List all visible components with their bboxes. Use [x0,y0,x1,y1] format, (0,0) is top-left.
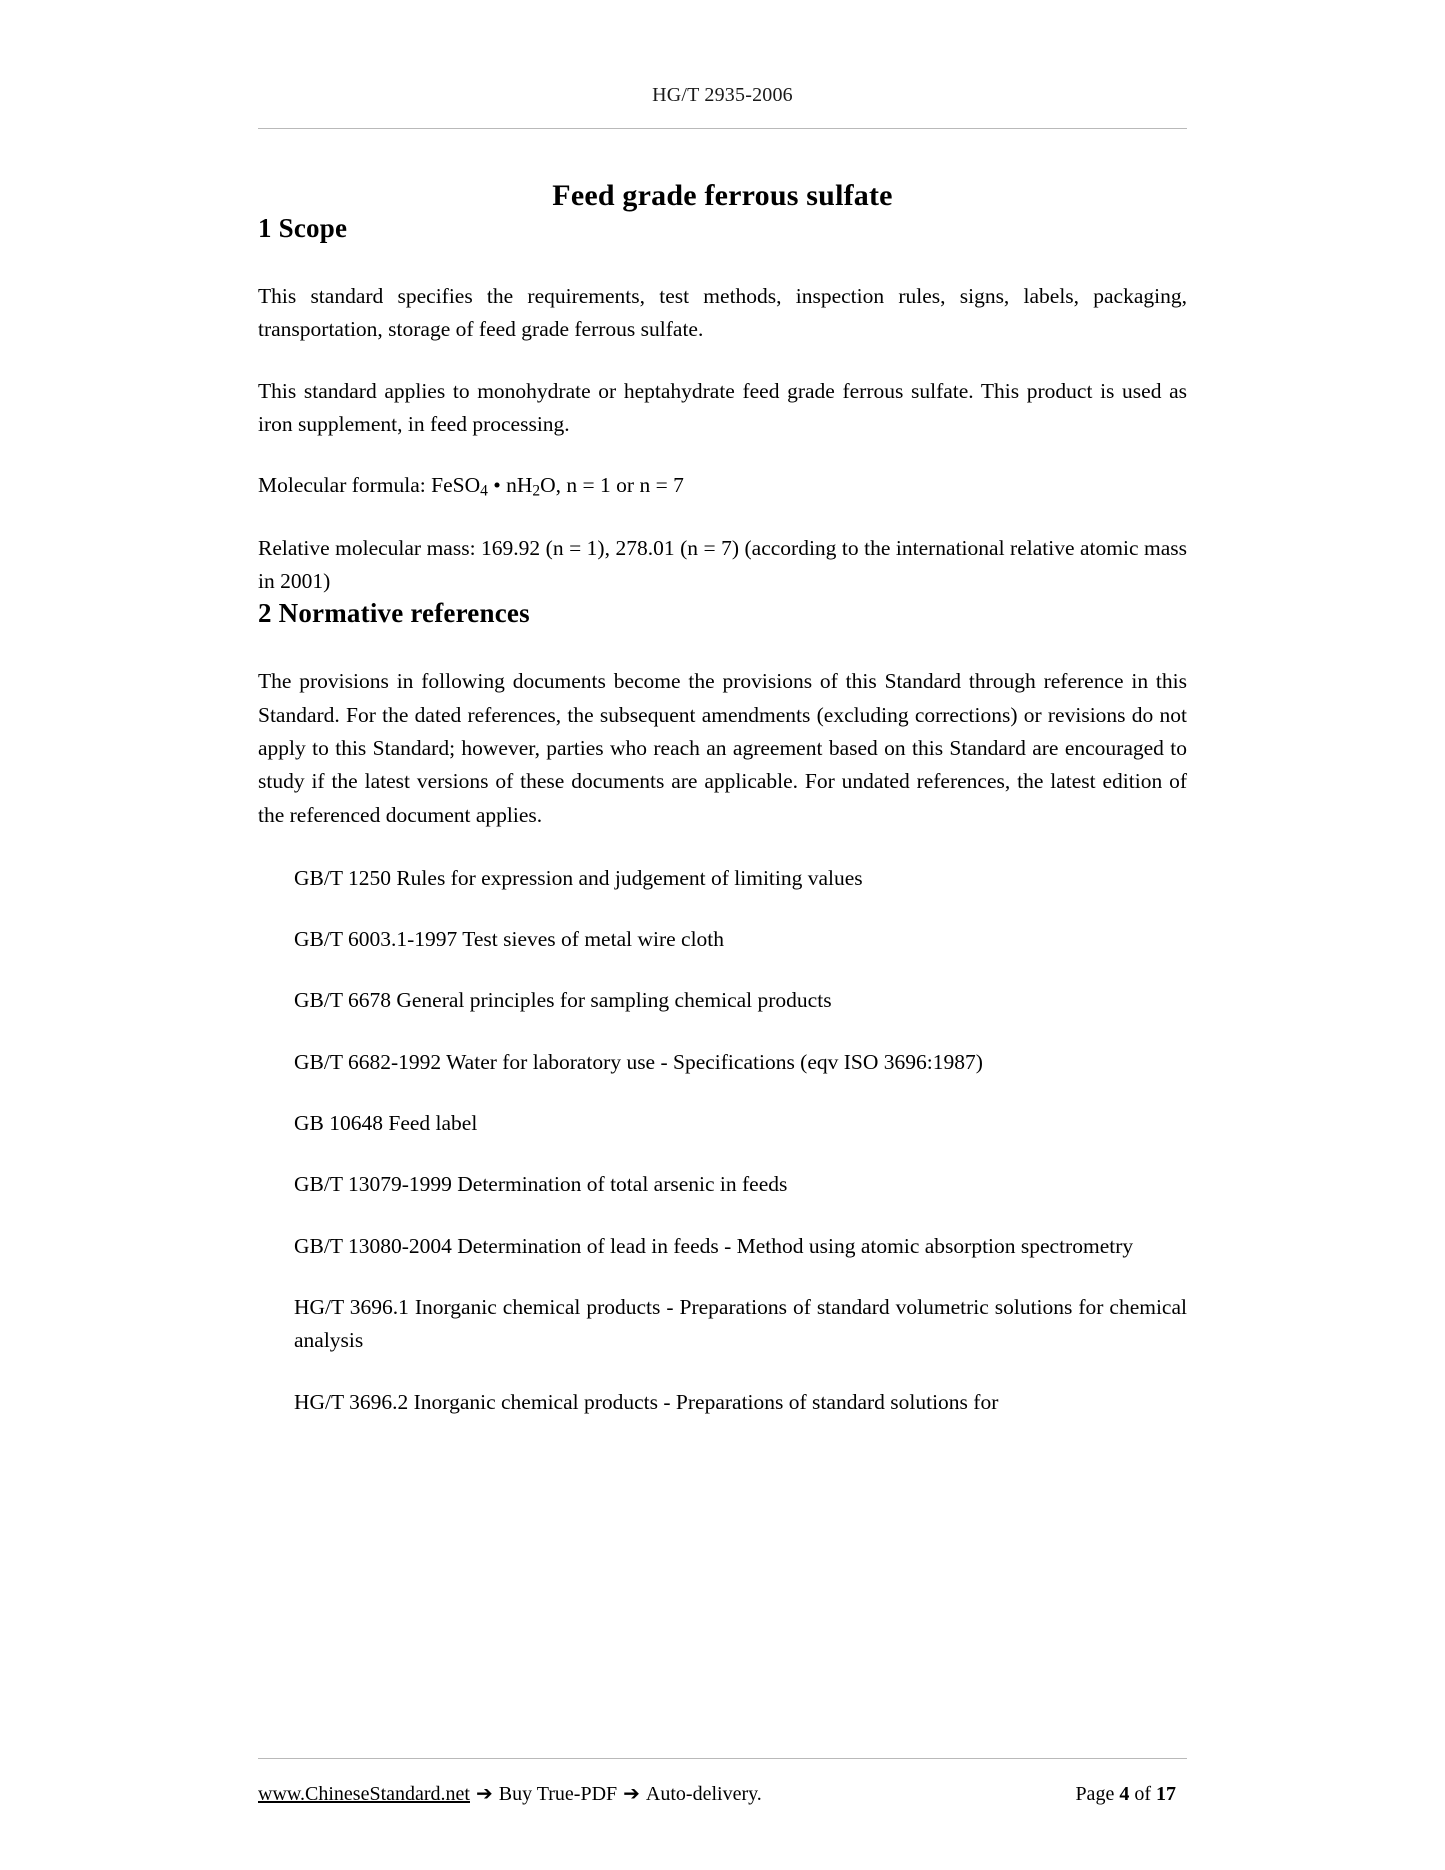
page-number-indicator [1075,1783,1187,1806]
reference-list [258,862,1187,1419]
footer-delivery-text: Auto-delivery. [645,1783,762,1805]
page-content [258,0,1187,1870]
of-label: of [1134,1783,1151,1805]
page-footer [258,1758,1187,1806]
list-item: GB/T 13080-2004 Determination of lead in feeds - Method using atomic absorption spectrometry [294,1233,1134,1258]
standard-code: HG/T 2935-2006 [652,84,793,106]
current-page-number: 4 [1119,1783,1130,1805]
list-item: GB/T 6678 General principles for sampling chemical products [294,988,832,1013]
total-page-number: 17 [1156,1783,1176,1805]
list-item: GB/T 1250 Rules for expression and judgement of limiting values [294,865,863,890]
scope-paragraph-1: This standard specifies the requirements, test methods, inspection rules, signs, labels, packaging, transportation, storage of feed grade ferrous sulfate. [258,284,1187,342]
list-item: HG/T 3696.2 Inorganic chemical products - Preparations of standard solutions for [294,1389,999,1414]
footer-divider [258,1758,1187,1759]
page-label: Page [1075,1783,1115,1805]
section-heading-scope: 1 Scope [258,213,348,243]
normative-references-intro: The provisions in following documents become the provisions of this Standard through reference in this Standard. For the dated references, the subsequent amendments (excluding corrections) or revisions do not apply to this Standard; however, parties who reach an agreement based on this Standard are encouraged to study if the latest versions of these documents are applicable. For undated references, the latest edition of the referenced document applies. [258,669,1187,827]
page-header [258,0,1187,129]
scope-paragraph-2: This standard applies to monohydrate or heptahydrate feed grade ferrous sulfate. This product is used as iron supplement, in feed processing. [258,378,1187,436]
arrow-icon: ➔ [476,1783,493,1805]
list-item: GB 10648 Feed label [294,1111,478,1136]
footer-site-link[interactable]: www.ChineseStandard.net [258,1783,470,1805]
scope-relative-molecular-mass: Relative molecular mass: 169.92 (n = 1), 278.01 (n = 7) (according to the international relative atomic mass in 2001) [258,535,1187,593]
header-divider [258,128,1187,129]
section-heading-normative-references: 2 Normative references [258,598,530,629]
arrow-icon: ➔ [623,1783,640,1805]
list-item: GB/T 6682-1992 Water for laboratory use - Specifications (eqv ISO 3696:1987) [294,1049,983,1074]
scope-molecular-formula: Molecular formula: FeSO$_4$ • $nH_2O$, n = 1 or n = 7 [258,473,684,500]
list-item: GB/T 6003.1-1997 Test sieves of metal wire cloth [294,927,725,952]
footer-buy-text: Buy True-PDF [498,1783,618,1805]
page-title: Feed grade ferrous sulfate [552,179,893,212]
footer-promo [258,1781,1075,1806]
list-item: HG/T 3696.1 Inorganic chemical products - Preparations of standard volumetric solutions for chemical analysis [294,1295,1187,1353]
list-item: GB/T 13079-1999 Determination of total arsenic in feeds [294,1172,788,1197]
